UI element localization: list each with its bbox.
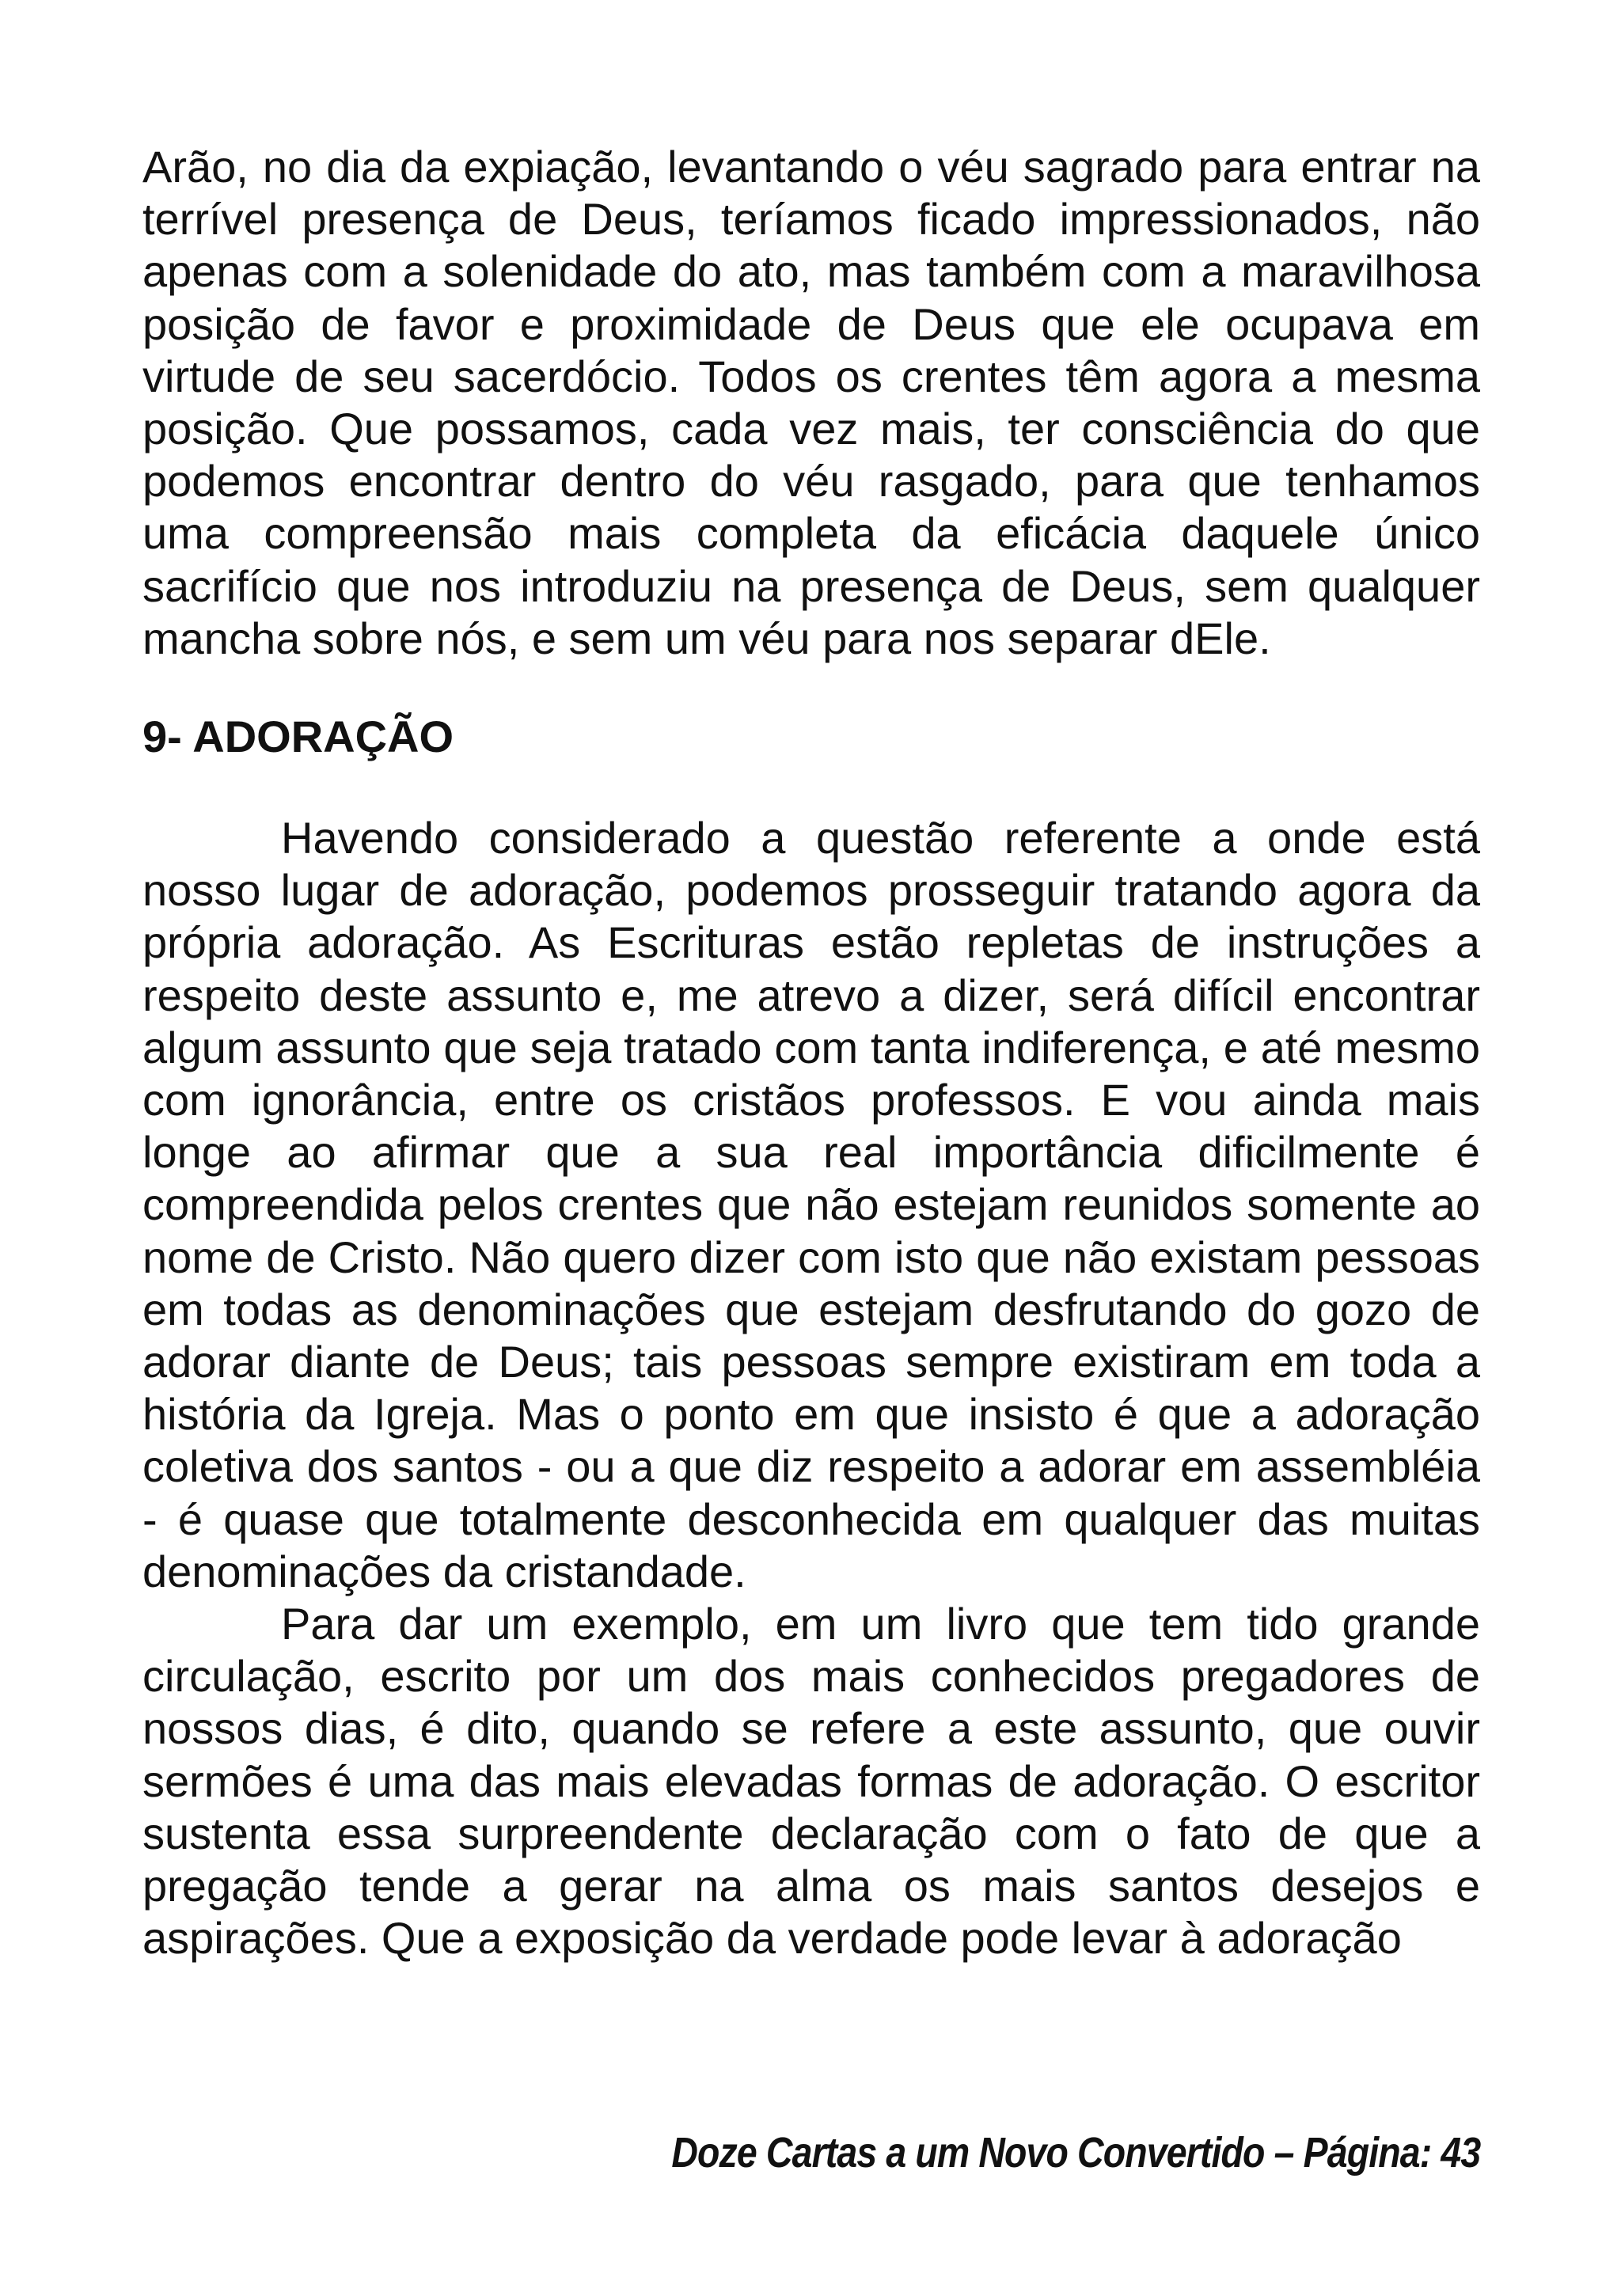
- spacer: [142, 763, 1480, 812]
- body-paragraph: Arão, no dia da expiação, levantando o véu sagrado para entrar na terrível presença de Deus, teríamos ficado impressionados, não apenas com a solenidade do ato, mas também com a maravilhosa posição de favor e proximidade de Deus que ele ocupava em virtude de seu sacerdócio. Todos os crentes têm agora a mesma posição. Que possamos, cada vez mais, ter consciência do que podemos encontrar dentro do véu rasgado, para que tenhamos uma compreensão mais completa da eficácia daquele único sacrifício que nos introduziu na presença de Deus, sem qualquer mancha sobre nós, e sem um véu para nos separar dEle.: [142, 142, 1480, 663]
- section-heading: 9- ADORAÇÃO: [142, 712, 454, 762]
- page-body: [142, 141, 1480, 1965]
- body-paragraph: Havendo considerado a questão referente a onde está nosso lugar de adoração, podemos prosseguir tratando agora da própria adoração. As Escrituras estão repletas de instruções a respeito deste assunto e, me atrevo a dizer, será difícil encontrar algum assunto que seja tratado com tanta indiferença, e até mesmo com ignorância, entre os cristãos professos. E vou ainda mais longe ao afirmar que a sua real importância dificilmente é compreendida pelos crentes que não estejam reunidos somente ao nome de Cristo. Não quero dizer com isto que não existam pessoas em todas as denominações que estejam desfrutando do gozo de adorar diante de Deus; tais pessoas sempre existiram em toda a história da Igreja. Mas o ponto em que insisto é que a adoração coletiva dos santos - ou a que diz respeito a adorar em assembléia - é quase que totalmente desconhecida em qualquer das muitas denominações da cristandade.: [142, 813, 1480, 1596]
- body-paragraph: Para dar um exemplo, em um livro que tem tido grande circulação, escrito por um dos mais conhecidos pregadores de nossos dias, é dito, quando se refere a este assunto, que ouvir sermões é uma das mais elevadas formas de adoração. O escritor sustenta essa surpreendente declaração com o fato de que a pregação tende a gerar na alma os mais santos desejos e aspirações. Que a exposição da verdade pode levar à adoração: [142, 1599, 1480, 1964]
- spacer: [142, 665, 1480, 711]
- page-footer: Doze Cartas a um Novo Convertido – Página: 43: [671, 2129, 1480, 2176]
